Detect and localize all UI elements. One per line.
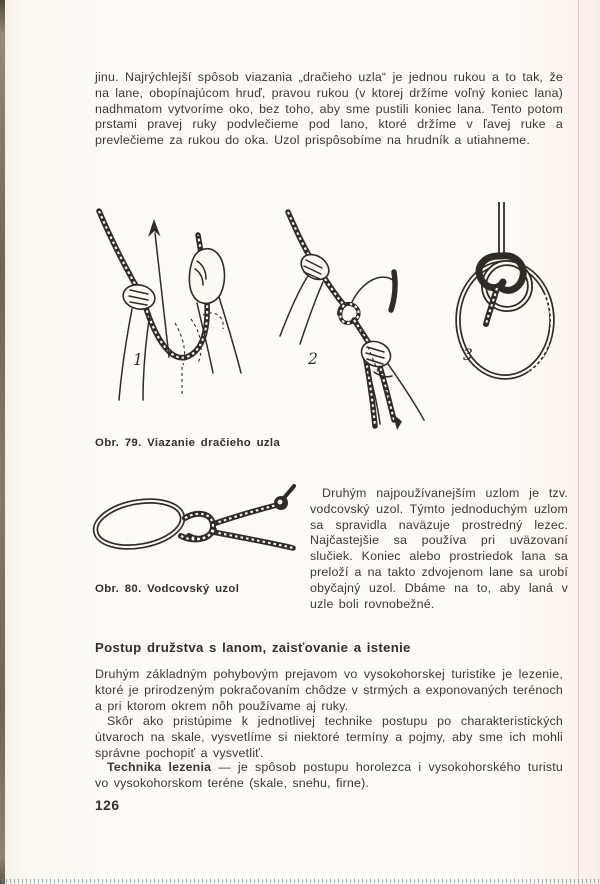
- section-paragraph-2: Skôr ako pristúpime k jednotlivej technike postupu po charakteristických útvaroch na skale, vysvetlíme si niektoré termíny a pojmy, aby sme ich mohli správne pochopiť a vysvetliť.: [95, 714, 563, 760]
- figure-79-caption: Obr. 79. Viazanie dračieho uzla: [95, 437, 281, 449]
- page-number: 126: [95, 798, 120, 813]
- term-technika-lezenia: Technika lezenia: [107, 760, 212, 774]
- intro-paragraph: jinu. Najrýchlejší spôsob viazania „dračieho uzla“ je jednou rukou a to tak, že na lane, obopínajúcom hruď, pravou rukou (v ktorej držíme voľný koniec lana) nadhmatom vytvoríme oko, bez toho, aby sme pustili koniec lana. Tento potom prstami pravej ruky podvlečieme pod lano, ktoré držíme v ľavej ruke a prevlečieme za rukou do oka. Uzol prispôsobíme na hrudník a utiahneme.: [95, 70, 563, 148]
- figure-79-step-2: [266, 208, 433, 434]
- figure-79-step-3: [433, 200, 575, 386]
- section-heading: Postup družstva s lanom, zaisťovanie a istenie: [95, 640, 411, 655]
- book-spine-edge: [0, 0, 5, 884]
- figure-79-step-2-label: 2: [308, 350, 318, 368]
- page-crease-line: [578, 0, 579, 884]
- section-paragraph-1: Druhým základným pohybovým prejavom vo vysokohorskej turistike je lezenie, ktoré je prirodzeným pokračovaním chôdze v strmých a exponovaných terénoch a pri ktorom okrem nôh používame aj ruky.: [95, 667, 563, 713]
- figure-79-step-3-label: 3: [463, 346, 473, 364]
- knot-ring-drawing-step3: [433, 200, 575, 386]
- section-paragraph-3-rest: — je spôsob postupu horolezca i vysokohorského turistu vo vysokohorskom teréne (skale, snehu, firne).: [95, 760, 563, 790]
- figure-79-step-1-label: 1: [133, 351, 143, 369]
- knot-hands-drawing-step2: [266, 208, 433, 434]
- vodcovsky-paragraph: Druhým najpoužívanejším uzlom je tzv. vodcovský uzol. Týmto jednoduchým uzlom sa spravidla naväzuje prostredný lezec. Najčastejšie sa používa pri uväzovaní slučiek. Koniec alebo prostriedok lana sa preloží a na takto zdvojenom lane sa urobí obyčajný uzol. Dbáme na to, aby laná v uzle boli rovnobežné.: [310, 486, 568, 611]
- figure-80: [85, 480, 307, 576]
- knot-hands-drawing-step1: [85, 205, 247, 401]
- bottom-perforation-artifact: [2, 879, 600, 883]
- section-paragraph-3: [95, 760, 563, 792]
- overhand-loop-knot-drawing: [85, 480, 307, 576]
- figure-79-step-1: [85, 205, 247, 401]
- figure-80-caption: Obr. 80. Vodcovský uzol: [95, 583, 240, 595]
